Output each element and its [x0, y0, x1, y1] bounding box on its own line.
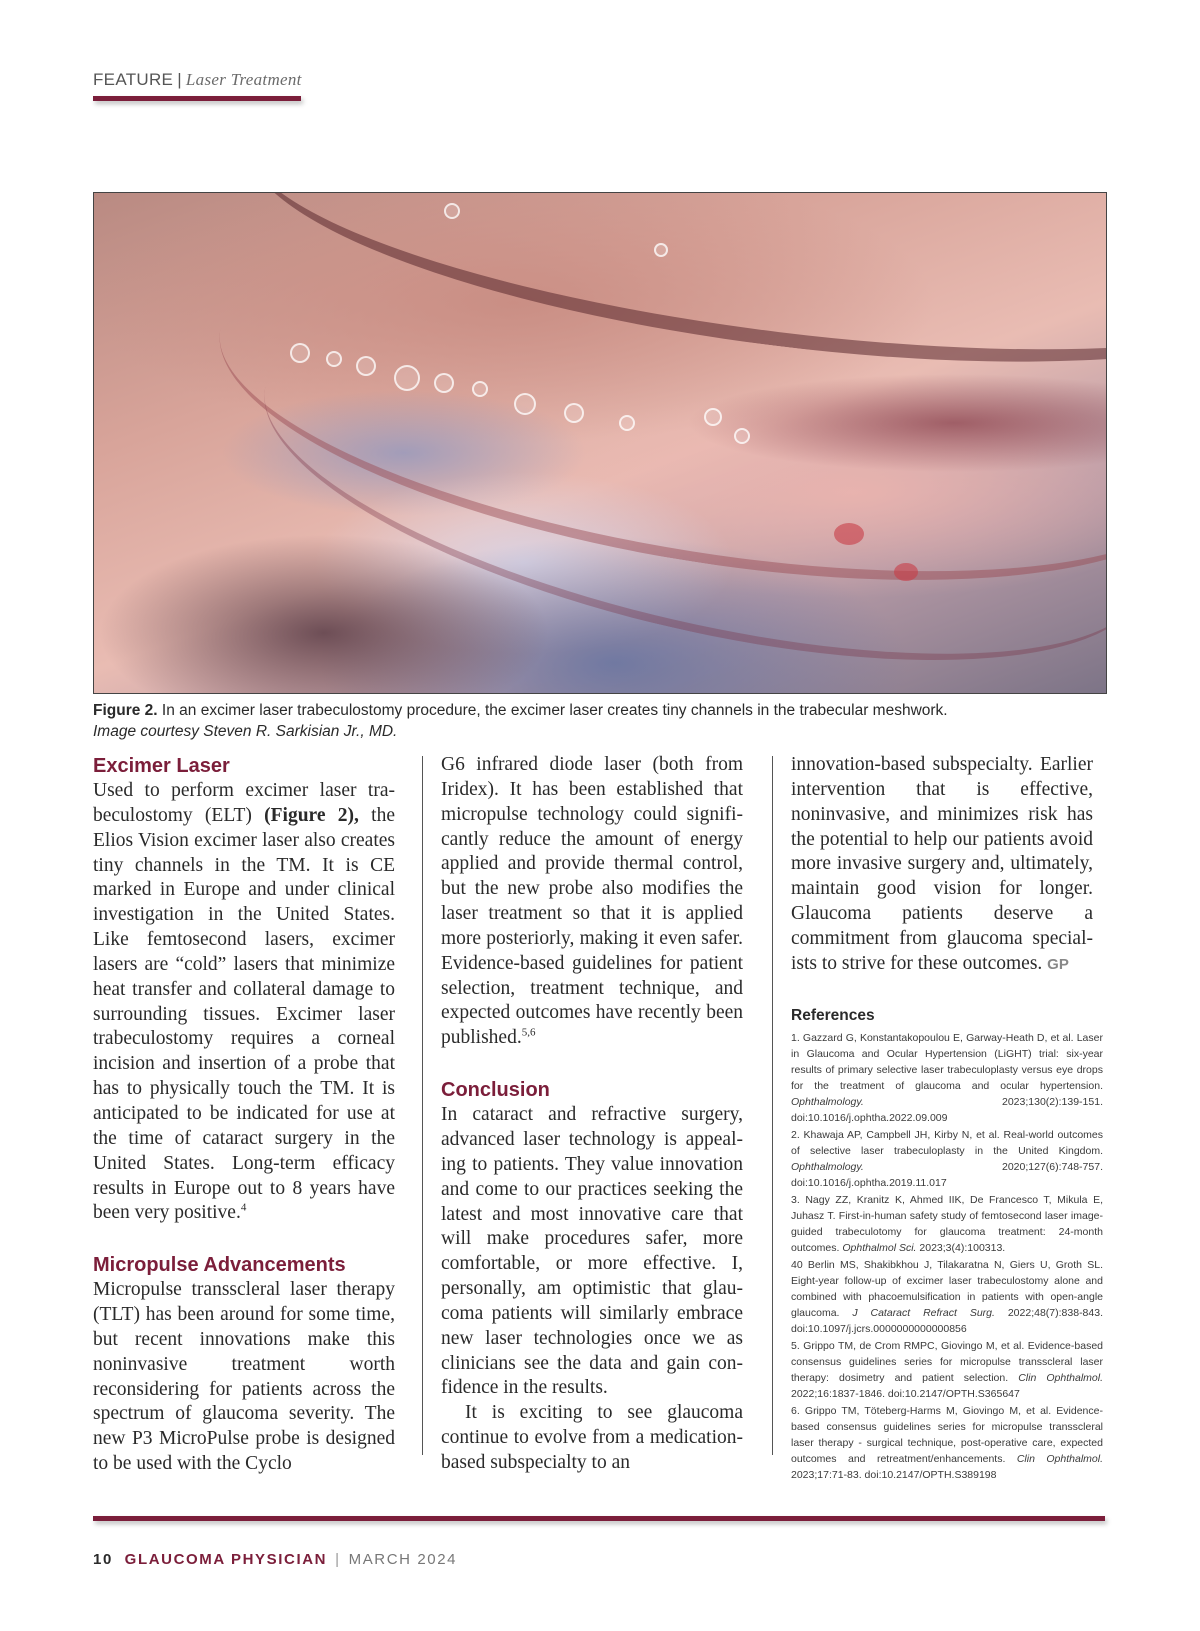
figure-bubble: [356, 356, 376, 376]
paragraph: It is exciting to see glaucoma continue to evolve from a medication-based subspecialty to an: [441, 1402, 743, 1473]
column-3: [791, 753, 1093, 978]
citation-sup: 4: [240, 1201, 247, 1214]
section-heading: Excimer Laser: [93, 755, 230, 777]
references-list: [791, 1030, 1103, 1484]
paragraph: Micropulse transscleral laser therapy (TLT) has been around for some time, but recent innovations make this noninvasive treatment worth reconsidering for patients across the spectrum of glaucoma severity. The new P3 MicroPulse probe is designed to be used with the Cyclo: [93, 1279, 395, 1475]
figure-2-image: [93, 192, 1107, 694]
references-heading: References: [791, 1007, 875, 1024]
paragraph: In cataract and refractive surgery, advanced laser technology is appealing to patients. They value innovation and come to our practices seeking the latest and most innovative care that will make procedures safer, more comfortable, or more effective. I, personally, am optimistic that glaucoma patients will similarly embrace new laser technologies once we as clinicians see the data and gain confidence in the results.: [441, 1104, 743, 1399]
figure-bubble: [444, 203, 460, 219]
footer-rule: [93, 1516, 1105, 1521]
page-footer: 10 GLAUCOMA PHYSICIAN | MARCH 2024: [93, 1551, 458, 1568]
magazine-name: GLAUCOMA PHYSICIAN: [124, 1551, 328, 1568]
figure-reference: (Figure 2),: [264, 804, 359, 826]
reference-item: 6. Grippo TM, Töteberg-Harms M, Giovingo M, et al. Evidence-based consensus guidelines series for micropulse transscleral laser therapy - surgical technique, post-operative care, expected outcomes and retreatment/enhancements. Clin Ophthalmol. 2023;17:71-83. doi:10.2147/OPTH.S389198: [791, 1405, 1103, 1481]
figure-bubble: [704, 408, 722, 426]
figure-bubble: [290, 343, 310, 363]
figure-caption: [93, 700, 1103, 742]
reference-item: 40 Berlin MS, Shakibkhou J, Tilakaratna N, Giers U, Groth SL. Eight-year follow-up of excimer laser trabeculostomy alone and combined with phacoemulsification in patients with open-angle glaucoma. J Cataract Refract Surg. 2022;48(7):838-843. doi:10.1097/j.jcrs.0000000000000856: [791, 1259, 1103, 1335]
figure-bubble: [326, 351, 342, 367]
running-header: FEATURE | Laser Treatment: [93, 70, 302, 89]
figure-credit: Image courtesy Steven R. Sarkisian Jr., MD.: [93, 723, 398, 740]
figure-bubble: [472, 381, 488, 397]
reference-item: 1. Gazzard G, Konstantakopoulou E, Garway-Heath D, et al. Laser in Glaucoma and Ocular Hypertension (LiGHT) trial: six-year results of primary selective laser trabeculoplasty versus eye drops for the treatment of glaucoma and ocular hypertension. Ophthalmology. 2023;130(2):139-151. doi:10.1016/j.ophtha.2022.09.009: [791, 1032, 1103, 1124]
column-divider: [772, 756, 773, 1455]
end-mark: GP: [1047, 955, 1069, 973]
figure-bubble: [564, 403, 584, 423]
figure-laser-spot: [834, 523, 864, 545]
citation-sup: 5,6: [521, 1026, 536, 1039]
figure-bubble: [734, 428, 750, 444]
paragraph: G6 infrared diode laser (both from Iridex). It has been established that micropulse technology could significantly reduce the amount of energy applied and provide thermal control, but the new probe also modifies the laser treatment so that it is applied more posteriorly, making it even safer. Evidence-based guidelines for patient selection, treatment technique, and expected outcomes have recently been published.$^{5,6}$: [441, 754, 743, 1049]
column-1: [93, 753, 395, 1477]
header-feature: FEATURE: [93, 70, 174, 89]
issue-date: MARCH 2024: [348, 1551, 458, 1568]
figure-label: Figure 2.: [93, 702, 158, 719]
figure-bubble: [514, 393, 536, 415]
column-2: [441, 753, 743, 1476]
figure-bubble: [394, 365, 420, 391]
figure-caption-text: In an excimer laser trabeculostomy procedure, the excimer laser creates tiny channels in the trabecular meshwork.: [161, 702, 948, 719]
header-rule: [93, 96, 301, 101]
reference-item: 5. Grippo TM, de Crom RMPC, Giovingo M, et al. Evidence-based consensus guidelines series for micropulse transscleral laser therapy: dosimetry and patient selection. Clin Ophthalmol. 2022;16:1837-1846. doi:10.2147/OPTH.S365647: [791, 1340, 1103, 1400]
paragraph: innovation-based subspecialty. Earlier intervention that is effective, noninvasive, and minimizes risk has the potential to help our patients avoid more invasive surgery and, ultimately, maintain good vision for longer. Glaucoma patients deserve a commitment from glaucoma specialists to strive for these outcomes. GP: [791, 754, 1093, 974]
reference-item: 2. Khawaja AP, Campbell JH, Kirby N, et al. Real-world outcomes of selective laser trabeculoplasty in the United Kingdom. Ophthalmology. 2020;127(6):748-757. doi:10.1016/j.ophtha.2019.11.017: [791, 1129, 1103, 1189]
paragraph: Used to perform excimer laser trabeculostomy (ELT) (Figure 2), the Elios Vision excimer laser also creates tiny channels in the TM. It is CE marked in Europe and under clinical investigation in the United States. Like femtosecond lasers, excimer lasers are “cold” lasers that minimize heat transfer and collateral damage to surrounding tissues. Excimer laser trabeculostomy requires a corneal incision and insertion of a probe that has to physically touch the TM. It is anticipated to be indicated for use at the time of cataract surgery in the United States. Long-term efficacy results in Europe out to 8 years have been very positive.$^4$: [93, 780, 395, 1224]
header-section: Laser Treatment: [185, 70, 302, 89]
page-number: 10: [93, 1551, 113, 1568]
section-heading: Conclusion: [441, 1079, 550, 1102]
reference-item: 3. Nagy ZZ, Kranitz K, Ahmed IIK, De Francesco T, Mikula E, Juhasz T. First-in-human safety study of femtosecond laser image-guided trabeculotomy for glaucoma treatment: 24-month outcomes. Ophthalmol Sci. 2023;3(4):100313.: [791, 1194, 1103, 1254]
figure-bubble: [654, 243, 668, 257]
figure-bubble: [619, 415, 635, 431]
figure-bubble: [434, 373, 454, 393]
column-divider: [422, 756, 423, 1455]
figure-laser-spot: [894, 563, 918, 581]
section-heading: Micropulse Advancements: [93, 1254, 346, 1277]
